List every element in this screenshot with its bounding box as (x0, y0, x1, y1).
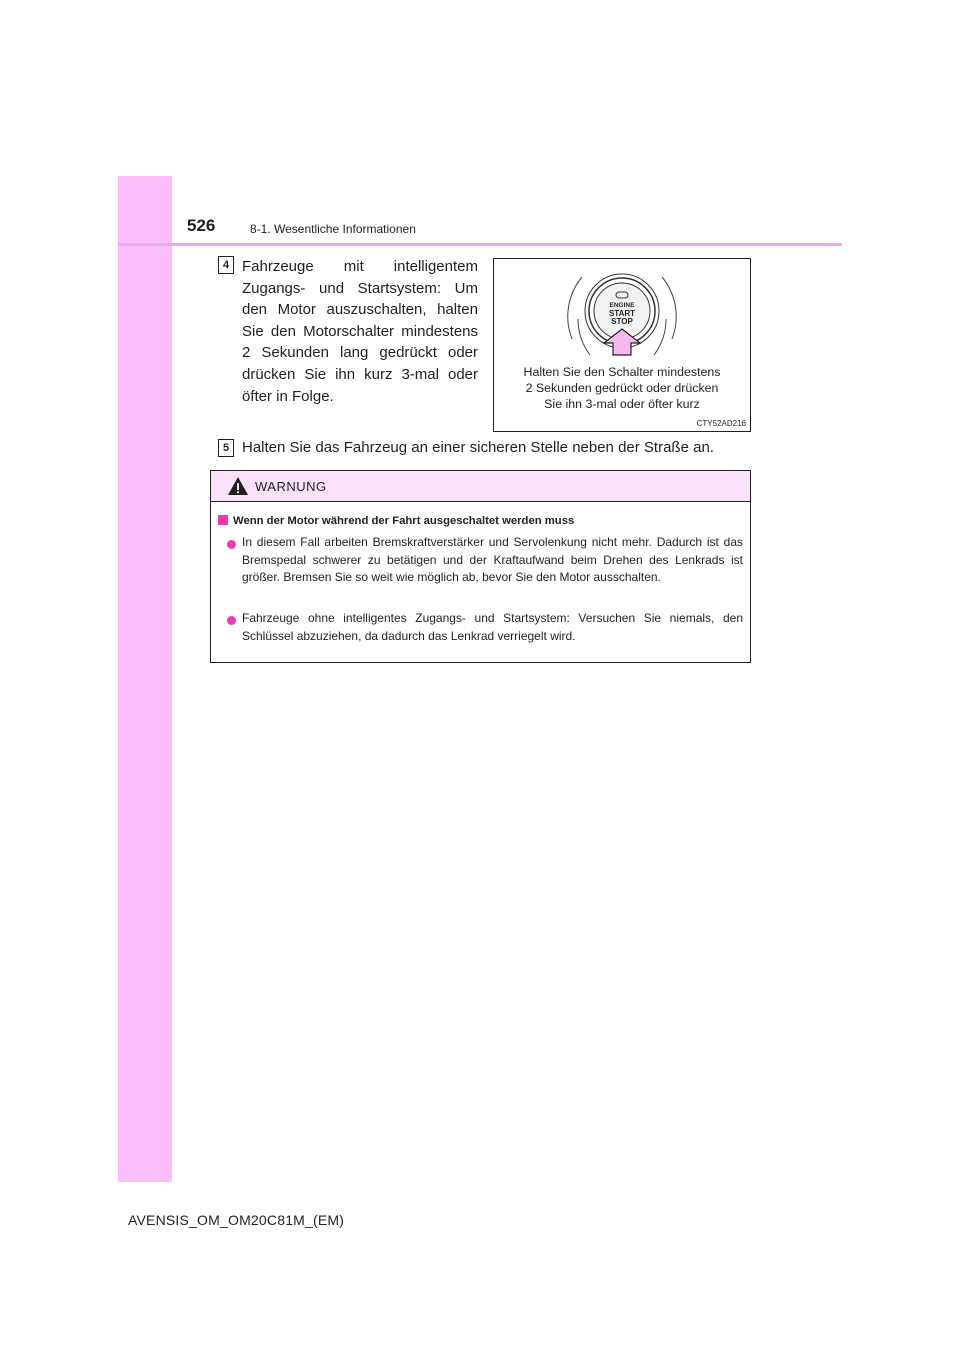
section-title: 8-1. Wesentliche Informationen (250, 222, 416, 236)
engine-switch-figure (493, 258, 751, 432)
button-label-stop: STOP (611, 317, 633, 326)
step-4-text: Fahrzeuge mit intelligentem Zugangs- und Startsystem: Um den Motor auszuschalten, halten Sie den Motorschalter mindestens 2 Sekunden lang gedrückt oder drücken Sie ihn kurz 3-mal oder öfter in Folge. (242, 258, 478, 405)
warning-triangle-icon (227, 476, 249, 496)
press-arc-right-outer (662, 277, 676, 339)
figure-caption-line: 2 Sekunden gedrückt oder drücken (525, 381, 719, 395)
bullet-icon (227, 540, 236, 549)
page-number: 526 (187, 216, 216, 235)
press-arc-right-inner (654, 319, 666, 355)
warning-bullet-1: In diesem Fall arbeiten Bremskraftverstärker und Servolenkung nicht mehr. Dadurch ist das Bremspedal schwerer zu betätigen und der Kraftaufwand beim Drehen des Lenkrads ist größer. Bremsen Sie so weit wie möglich ab, bevor Sie den Motor ausschalten. (242, 535, 743, 585)
figure-caption-line: Halten Sie den Schalter mindestens (523, 365, 721, 379)
warning-title: WARNUNG (255, 479, 327, 494)
header-rule (118, 243, 842, 246)
side-color-band (118, 176, 172, 1182)
figure-caption (494, 364, 750, 412)
step-badge-4: 4 (218, 256, 234, 274)
warning-heading-text: Wenn der Motor während der Fahrt ausgeschaltet werden muss (233, 515, 575, 527)
warning-bullet-2: Fahrzeuge ohne intelligentes Zugangs- und Startsystem: Versuchen Sie niemals, den Schlüssel abzuziehen, da dadurch das Lenkrad verriegelt wird. (242, 611, 743, 643)
warning-box (210, 470, 751, 663)
bullet-icon (227, 616, 236, 625)
square-bullet-icon (218, 515, 228, 525)
document-code: AVENSIS_OM_OM20C81M_(EM) (128, 1212, 345, 1228)
figure-caption-line: Sie ihn 3-mal oder öfter kurz (544, 397, 700, 411)
step-badge-5: 5 (218, 439, 234, 457)
step-5-text: Halten Sie das Fahrzeug an einer sicheren Stelle neben der Straße an. (242, 439, 714, 456)
figure-code: CTY52AD216 (696, 419, 746, 428)
button-label-start: START (608, 309, 636, 318)
button-label-engine: ENGINE (609, 302, 635, 309)
warning-header (211, 471, 750, 502)
press-arc-left-inner (578, 319, 590, 355)
press-arc-left-outer (568, 277, 582, 339)
warning-heading (218, 515, 574, 527)
